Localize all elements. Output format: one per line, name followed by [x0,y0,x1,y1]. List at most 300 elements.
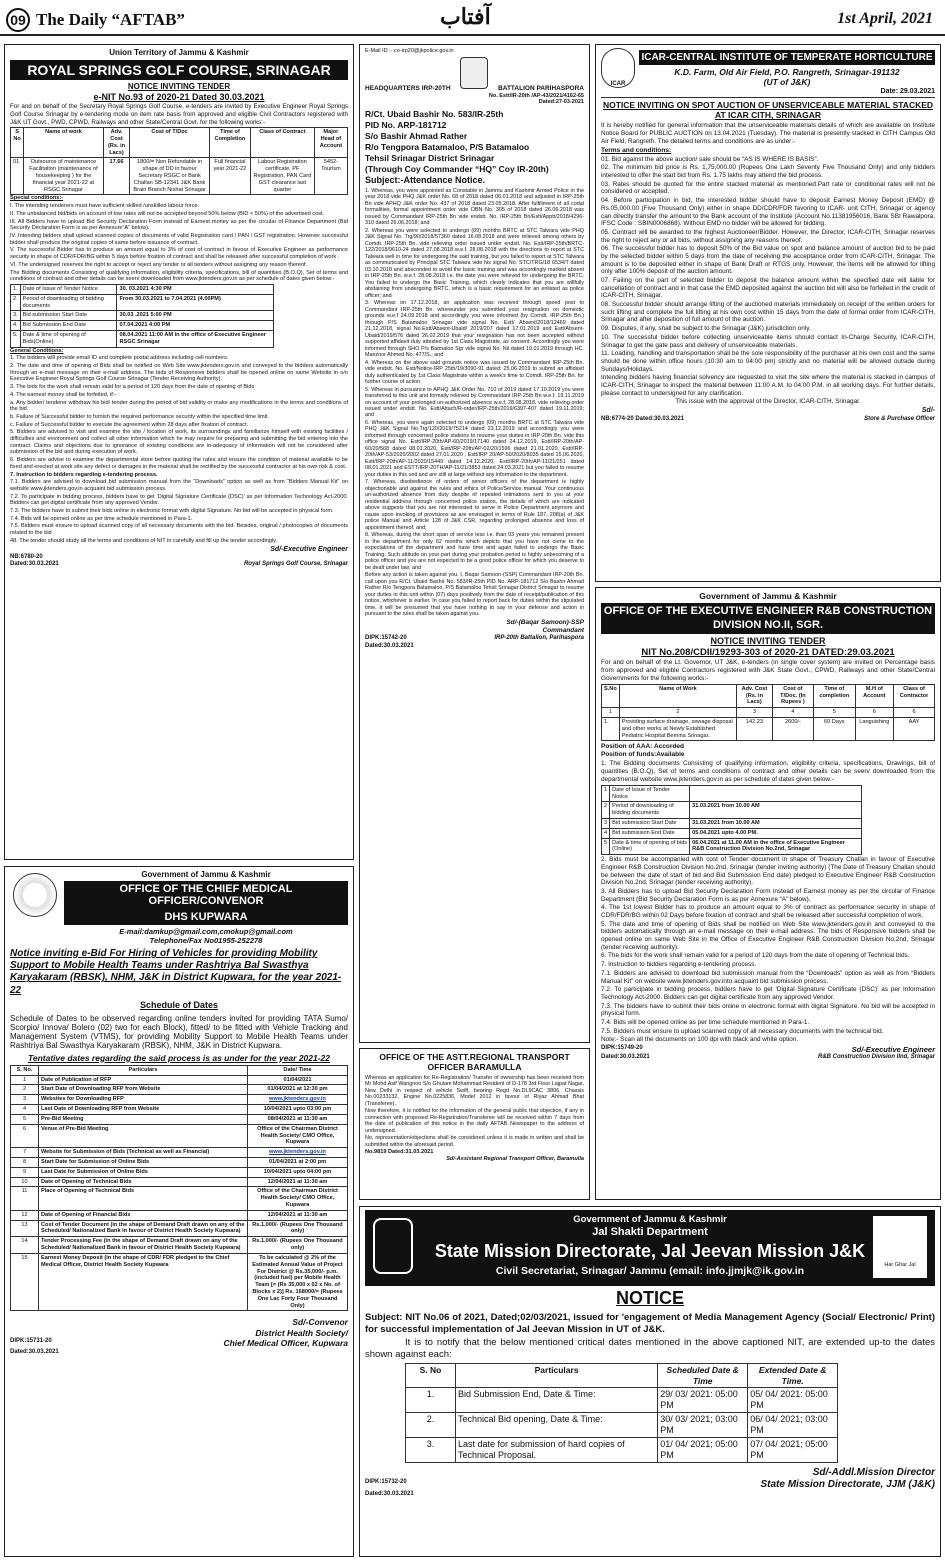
table-cell: Rs.1,000/- (Rupees One Thousand only) [248,1237,348,1254]
rb-dates-table [601,785,862,856]
rb-works-table [601,684,935,742]
issue-date: 1st April, 2021 [837,10,933,27]
table-row [11,321,274,331]
jjm-sig-2: State Mission Directorate, JJM (J&K) [760,1479,935,1491]
table-cell: Full financial year 2021-22 [209,158,250,195]
jjm-dated: Dated:30.03.2021 [365,1491,414,1498]
table-header: Scheduled Date & Time [658,1364,748,1388]
table-row [11,1237,348,1254]
irp-battalion: BATTALION PARIHASPORA [498,84,584,92]
list-item: I. The intending tenderers must have sufficient skilled /unskilled labour force. [10,203,200,210]
icar-auction-ad [595,44,941,582]
irp-email: E-Mail ID :- co-irp20@jkpolice.gov.in [365,48,454,54]
list-item: 10. The successful bidder before collecting unserviceable items should contact In-Charge Security, ICAR-CITH, Srinagar to get the gate pass and delivery of unserviceable materials. [601,333,935,349]
list-item: 03. Rates should be quoted for the entire stacked material as mentioned.Part rate or conditional rates will not be considered or accepted. [601,180,935,196]
golf-dated: Dated:30.03.2021 [10,561,59,568]
table-cell: Date of Opening of Financial Bids [39,1210,248,1220]
table-row [11,1075,348,1085]
list-item: 2. The date and time of opening of Bids shall be notified on Web Site www.jktenders.gov.in and conveyed to the bidders automatically through an e-mail message on their e-mail address. The bids of Responsive bidders shall be opened online on same Website in o/o Executive Engineer Royal Springs Golf Course Srinagar (Tender Receiving Authority). [10,363,348,383]
paragraph: 3. Whereas on 17.12.2018, an application was received through speed post to Commandant IRP-25th Bn. whereunder you submitted your resignation on domestic grounds w.e.f 24.09.2018 and accordingly you were informed (by Comdt. IRP-25th Bn.) through P/S Batamaloo Srinagar vide signal No. Estt/ Absent/2018/12469 dated 21.12.2018, signal No.Estt/Absent-Ubaid/ 2019/207 dated 17.01.2019 and Estt/Absent-Ubaid/2019/576 dated 26.02.2019 that your resignation has not been accepted without supported affidavit duly attested by 1st Class Magistrate, as consent. Accordingly you were informed through SHO P/s Batmaloo Sgr vide signal No. Nil dated 19.01.2019 through HC. Manzoor Ahmed No. 477/S.; and [365,300,584,359]
paragraph: 4. Whereas on the above said grounds notice was issued by Commandant IRP-25th Bn. vide endstt. No. Estt/Notice-IRP 25th/19/3090-91 dated: 25.06.2019 to submit an affidavit duly authenticated by 1st Class Magistrate within a week's time to Comdt. IRP-25th Bn. for further course of action. [365,359,584,386]
table-cell: Office of the Chairman District Health Society/ CMO Office, Kupwara [248,1124,348,1147]
table-header: S. No [406,1364,456,1388]
list-item: 02. The minimum bid price is Rs. 1,75,000.00 (Rupees One Lakh Seventy Five Thousand Only) and only bidders interested to offer the start bid from Rs. 1.75 lakhs may attend the bid process. [601,164,935,180]
table-cell: 10 [11,1177,39,1187]
jjm-logo-text: Har Ghar Jal [884,1262,916,1268]
table-cell: 4 [11,1105,39,1115]
table-cell [690,785,861,802]
table-cell: 60 Days [814,717,856,740]
rb-intro: For and on behalf of the Lt. Governor, UT J&K, e-tenders (in single cover system) are invited on Percentage basis from approved and eligible Contractors registered with J&K State Govt., CPWD, Railways and other State/Central Governments for the following works:- [601,659,935,682]
paragraph: 7. Instruction to bidders regarding e-tendering process. [601,961,757,969]
table-cell: Office of the Chairman District Health Society/ CMO Office, Kupwara [248,1187,348,1210]
table-cell: Cost of Tender Document (in the shape of Demand Draft drawn on any of the Scheduled/ Nationalized Bank in favour of District Health Society Kupwara) [39,1220,248,1237]
table-cell: Rs.1,000/- (Rupees One Thousand only) [248,1220,348,1237]
irp-subject: Subject:-Attendance Notice. [365,175,486,186]
table-cell: 2. [11,294,21,311]
jjm-body: It is to notify that the below mentioned critical dates mentioned in the above captioned NIT, are extended up-to the dates shown against each: [365,1336,935,1360]
cmo-title-2: DHS KUPWARA [64,909,348,925]
table-cell: 4. [11,321,21,331]
golf-bidding-docs: The Bidding documents Consisting of qualifying information, eligibility criteria, specifications, bill of quantities (B.O.Q), Set of terms and conditions of contract and other details can be seen/ downloaded from www.jktenders.gov.in as per schedule of dates given below:- [10,269,348,283]
table-row [11,330,274,347]
table-row [602,717,935,740]
table-row [11,1085,348,1095]
table-cell: 5452-Tourism [314,158,347,195]
table-cell: Bid submission Start Date [610,818,690,828]
irp-dated: Dated:27-03-2021 [538,99,584,106]
cmo-govt: Government of Jammu & Kashmir [141,870,271,879]
jjm-address: Civil Secretariat, Srinagar/ Jammu (email: info.jjmjk@ik.gov.in [495,1264,805,1277]
jjm-footer-2 [365,1491,935,1498]
table-row [11,294,274,311]
list-item: 7. Instruction to bidders regarding e-tendering process. [10,471,158,478]
golf-signature-2: Royal Springs Golf Course, Srinagar [243,561,348,568]
table-cell: Date of Issue of Tender Notice [20,284,117,294]
paragraph: 6. Whereas, you were again selected to undergo (09) months BRTC at STC Talwara vide PHQ J&K Signal No.Trg/120/2019/75214 dated 23.12.2019 and accordingly you were informed through concerned police stations to resume your duties in IRP-20th Bn. vide this office signal No. Estt/IRP-20th/AP-60/2019/17140 dated 24.12.2019, Estt/IRP-20th/AP-60/20/568 dated 08.01.2020, Estt/IRP-20th/AP-02/20/1596 dated 21.01.2020, Estt/IRP-20th/AP-53/2020/2002 dated 27.01.2020 , Estt/IRP 20/AP-50/2020/8035 dated 15.06.2020, Estt/IRP-20th/AP-11/2020/15449 dated 14.12.2020, Estt/IRP-20th/AP-11/21/251 dated 08.01.2021 and ESTT/IRP-20TH/AP-11/21/3853 dated 24.03.2021 but you failed to resume your duties in this unit and are still at large without any information to the department. [365,419,584,478]
table-row [602,802,862,819]
table-cell: 2 [11,1085,39,1095]
table-header: Time of Completion [209,128,250,158]
list-item: c. Failure of Successful bidder to execute the agreement within 28 days after fixation of contract. [10,421,249,428]
table-header: Name of Work [619,684,736,707]
table-header: Name of work [24,128,103,158]
jal-jeevan-mission-notice [359,1206,941,1557]
golf-works-table [10,127,348,195]
addressee-line: PID No. ARP-181712 [365,120,447,131]
icar-heading: NOTICE INVITING ON SPOT AUCTION OF UNSERVICEABLE MATERIAL STACKED AT ICAR CITH, SRINAGAR [602,99,934,120]
icar-ref: NB:6774-20 Dated:30.03.2021 [601,415,685,422]
table-row [11,1157,348,1167]
paragraph: 7.2. To participate in bidding process, bidders have to get ‘Digital Signature Certificate (DSC)’ as per Information Technology Act-2000. Bidders can get digital certificate from any approved Vendor. [601,986,935,1001]
list-item: V. The successful Bidder has to produce an amount equal to 3% of cost of contract in favour of Executive Engineer as performance security in shape of CDR/FDR/BG within 5 days before fixation of contract and shall be released after successful completion of work . [10,247,348,261]
golf-nit: e-NIT No.93 of 2020-21 Dated 30.03.2021 [93,91,265,102]
jjm-govt: Government of Jammu & Kashmir [573,1214,727,1225]
table-cell: 5. [11,330,21,347]
list-item: 09. Disputes, if any, shall be subject to the Srinagar (J&K) jurisdiction only. [601,325,811,333]
table-cell: 08.04.2021 11:00 AM in the office of Executive Engineer RSGC Srinagar [117,330,273,347]
table-header: Particulars [39,1065,248,1075]
table-cell: 5 [11,1114,39,1124]
table-row [11,1105,348,1115]
table-cell: 30/ 03/ 2021; 03:00 PM [658,1413,748,1438]
golf-course-tender-ad [4,44,354,860]
golf-signature-1: Sd/-Executive Engineer [270,545,348,553]
list-item: 7.5. Bidders must ensure to upload scanned copy of all necessary documents with the bid. Besides, original / photocopies of documents related to the bid . [10,523,348,537]
icar-signature: Store & Purchase Officer [864,415,935,422]
jjm-notice-heading: NOTICE [615,1288,684,1308]
irp-paragraphs [365,188,584,617]
table-cell: 06/ 04/ 2021; 03:00 PM [748,1413,838,1438]
irp-ref-no: DIPK:15742-20 [365,635,407,642]
table-cell: Website for Submission of Bids (Technical as well as Financial) [39,1148,248,1158]
table-header: Time of completion [814,684,856,707]
table-cell: 9 [11,1167,39,1177]
table-cell: 06.04.2021 at 11.00 AM in the office of Executive Engineer R&B Construction Division No.2nd, Srinagar [690,838,861,855]
table-row [602,818,862,828]
table-cell: Last date for submission of hard copies of Technical Proposal. [456,1438,658,1463]
table-cell: 3. [11,311,21,321]
golf-ref-no: NB:6780-20 [10,554,43,561]
table-cell: Last Date for Submission of Online Bids [39,1167,248,1177]
irp-hq: HEADQUARTERS IRP-20TH [365,84,451,92]
paragraph: Now therefore, it is notified for the information of the general public that objection, if any in connection with proposed Re-Registration/Transferee will be received within 7 days from the date of publication of this notice in the daily AFTAB Newspaper to the address of undersigned. [365,1108,584,1134]
jjm-ref: DIPK:15732-20 [365,1479,407,1486]
table-header: S. No. [11,1065,39,1075]
table-cell: From 30.03.2021 to 7.04.2021 (4.00PM) [117,294,273,311]
table-cell: 30.03 .2021 5:00 PM [117,311,273,321]
paragraph: No, representation/objections shall be considered unless it is made in written and shall be submitted within the aforesaid period. [365,1135,584,1148]
list-item: II. The unbalanced bid/bids on account of low rates will not be accepted beyond 50% below (BID < 50%) of the advertised cost. [10,210,325,217]
table-cell: 12/04/2021 at 11:30 am [248,1177,348,1187]
page-header [0,0,945,36]
paragraph: 5. The date and time of opening of Bids shall be notified on Web Site www.jktenders.gov.in and conveyed to the bidders automatically through an e-mail message on their e-mail address. The bids of Responsive bidders shall be opened online on same Web Site in the Office of Executive Engineer R&B Construction Division No.2nd, Srinagar (tender receiving authority). [601,920,935,951]
paragraph: 6. The bids for the work shall remain valid for a period of 120 days from the date of opening of Technical bids. [601,952,910,960]
icar-ut: (UT of J&K) [763,77,811,88]
table-cell: 2 [619,708,736,718]
table-cell: Languishing [855,717,894,740]
table-cell: Start Date of Downloading RFP from Website [39,1085,248,1095]
table-cell: 5 [814,708,856,718]
table-cell: Providing surface drainage, sewage disposal and other works at Newly Established Pediatric Hospital Bemina Srinagar. [619,717,736,740]
icar-intro: It is hereby notified for general information that the unserviceable materials details of which are available on Institute Notice Board for PUBLIC AUCTION on 13.04.2021 (Tuesday). The material is presently stacked in CITH Campus Old Air Field, Rangreth. The detailed terms and conditions are as under:- [601,122,935,145]
addressee-line: R/o Tengpora Batamaloo, P/S Batamaloo [365,142,530,153]
paragraph: Whereas an application for Re-Registration/ Transfer of ownership has been received from Mr Mohd Asif Wangnoo S/o Ghulam Mohammad Resident of D-178 3rd Floor Lajpat Nagar, New Delhi in respect of vehicle Swift, bearing Regd No.DL9CAC 3806, Chassis No.00233132, Engine No.0225836, Model 2012 in favour of Riyaz Ahmad Bhat (Transferee). [365,1074,584,1107]
golf-title: ROYAL SPRINGS GOLF COURSE, SRINAGAR [10,60,348,80]
list-item: 08. Successful bidder should arrange lifting of the auctioned materials immediately on receipt of the written orders for such lifting and complete the full lifting at his own cost within 15 days from the date of formal order from ICAR-CITH, Srinagar and after deposition of full amount of the auction. [601,301,935,324]
table-cell: 1. [406,1388,456,1413]
table-header: Class of Contractor [894,684,935,707]
golf-footer-2 [10,561,348,568]
paragraph: Before any action is taken against you. I, Baqar Samoon-(SSP) Commandant IRP-20th Bn. call upon you R/Ct. Ubaid Bashir No. 583/IR-25th PID No. ARP-181712 S/o Bashir Ahmad Rather R/o Tengpora Batamaloo, P/S Batamaloo Tehsil Srinagar District Srinagar to resume your duties in this unit within (07) days positively from the date of receipt/publication of this notice, whichever is earlier. In case you failed to report back for duties within the stipulated time, it will be presumed that you have nothing to say in your defense and action in pursuant to the rules shall be taken against you. [365,572,584,617]
table-cell: 2600/- [772,717,813,740]
jjm-footer [365,1479,935,1491]
rb-aaa: Position of AAA: Accorded [601,743,684,751]
paragraph: 5. Whereas in pursuance to APHQ J&K Order No. 710 of 2019 dated 17.10.2019 you were transferred to this unit and formally relieved by Commandant IRP-25th Bn w.e.f. 19.11.2019 on account of your prolonged un-authorized absence w.e.f. 28.08.2018, vide relieving order issued under endstt. No. Estt/Attach/R-order/IRP-25th/2019/6397-407 dated 19.11.2019; and [365,386,584,419]
table-cell: 13 [11,1220,39,1237]
table-cell: Place of Opening of Technical Bids [39,1187,248,1210]
cmo-title-1: OFFICE OF THE CHIEF MEDICAL OFFICER/CONVENOR [64,881,348,909]
table-cell: 142.23 [737,717,773,740]
table-row [406,1438,838,1463]
cmo-footer [10,1338,348,1348]
paragraph: 8. Whereas, during the short span of service less i.e. than 03 years you remained present in the department for only 62 months which depicts that you have not come to the expectations of the department and have time and again failed to undergo the Basic Training. Such attitude on your part during your probation period is highly unbecoming of a police officer and you are not expected to be a good police officer for which you deserve to be dealt under law; and [365,532,584,571]
table-header: Cost of T/Doc. (In Rupees ) [772,684,813,707]
paragraph: 7.4. Bids will be opened online as per time schedule mentioned in Para-1. [601,1018,810,1026]
table-cell: 8 [11,1157,39,1167]
irp-addressee [365,109,584,187]
paragraph: 7. Whereas, disobedience of orders of senior officers of the department is highly objectionable and against the rules and ethics of Police/Service manual. Your continuous un-authorized absence from duty despite of repeated intimations sent to you at your residential address through concerned police station, the details of which are indicated above suggests that you are not interested to serve in Police Department anymore and cause upon invoking of provisions as are envisaged in terms of Rule 187, 208(a) of J&K police Manual and Article 128 of J&K CSR, regarding prolonged absence and loss of appointment thereof, and; [365,479,584,531]
paragraph: 4. The 1st lowest Bidder has to produce an amount equal to 3% of contract as performance security in shape of CDR/FDR/BG within 02 Days before fixation of contract and shall be released after successful completion of work. [601,904,935,919]
rb-para-1: 1. The Bidding documents Consisting of qualifying information, eligibility criteria, specifications, Drawings, bill of quantities (B.O.Q), Set of terms and conditions of contract and other details can be seen/ downloaded from the departmental website www.jktenders.gov.in as per schedule of dates given below:- [601,760,935,783]
irp-ref: No. Estt/IR-20th /AP-43/2021/4162-65 [488,92,584,99]
table-cell: 01/04/2021 at 2:00 pm [248,1157,348,1167]
list-item: 05. Contract will be awarded to the highest Auctioneer/Bidder. However, the Director, ICAR-CITH, Srinagar reserves the right to reject any or all bids, without assigning any reasons thereof. [601,228,935,244]
list-item: 7.2. To participate in bidding process, bidders have to get ‘Digital Signature Certificate (DSC)’ as per Information Technology Act-2000. Bidders can get digital certificate from any approved Vendor. [10,493,348,507]
tenders-link[interactable]: www.jktenders.gov.in [248,1148,348,1158]
list-item: 5. Bidders are advised to visit and examine the site / location of work, its surroundings and familiarize himself with existing facilities / difficulties and environment and collect all other information which he may require for preparing and submitting the bid entering into the contract. Claims and objections due to ignorance of existing conditions are in-adequacy of information will not be considered after submission of the bid and during execution of work. [10,429,348,456]
paragraph: 2. Whereas you were selected to undergo (09) months BRTC at STC Talwara vide PHQ J&K Signal No. Trg/90/2018/57360 dated 16.08.2018 and were relieved among others by Comdt. IRP-25th Bn. vide relieving order issued under endstt. No. Estt/IRP-25th/BRTC-122/2018/9610-24 dated 27.08.2018 w.e.f. 28.08.2018 with the directions to report at STC Talwara well in time for undergoing the said training, but you failed to report at STC Talwara as communicated by Principal STC Talwara vide his signal No. STC/TRG/18 6534/T dated 03.10.2018 and absconded to avoid the basic training and was accordingly marked absent in IRP-25th Bn. w.e.f. 28.08.2018 i.e. the date you were relieved for undergoing the BRTC. You failed to undergo the Basic Training, which clearly indicates that you are willfully abstaining from undergoing BRTC, which is a basic requirement for an enlisted as police officer; and [365,227,584,299]
table-row [11,1220,348,1237]
cmo-ref-no: DIPK:15731-20 [10,1338,52,1345]
list-item: 6. Bidders are advise to examine the departmental store before quoting the rates and ensure the condition of material available to be fixed and erected at work site any defect or damages in the material shall be rectified by the successful contractor at his own risk & cost. [10,457,348,470]
cmo-body: Schedule of Dates to be observed regarding online tenders invited for providing TATA Sumo/ Scorpio/ Innova/ Bolero (02) two for each Block), fitted/ to be fitted with Vehicle Tracking and Management System (VTMS), for providing Mobility Support to Mobile Health Teams under Rashtriya Bal Swasthya Karyakaram (RBSK), NHM, J&K in District Kupwara. [10,1013,348,1051]
cmo-kupwara-ad [4,866,354,1557]
table-row [406,1413,838,1438]
addressee-line: R/Ct. Ubaid Bashir No. 583/IR-25th [365,109,504,120]
table-header: Extended Date & Time. [748,1364,838,1388]
table-cell: 1 [11,1075,39,1085]
rb-sig-2: R&B Construction Division IInd, Srinagar [817,1054,935,1061]
table-cell: 01/ 04/ 2021; 05:00 PM [658,1438,748,1463]
table-cell: 3 [602,818,610,828]
rb-subheading: NOTICE INVITING TENDER [710,635,826,646]
icar-terms-heading: Terms and conditions: [601,146,672,154]
table-cell: 08/04/2021 at 11:30 am [248,1114,348,1124]
table-header: Adv. Cost (Rs. in Lacs) [737,684,773,707]
table-cell: 6 [894,708,935,718]
special-conditions-heading: Special conditions:- [10,195,64,202]
paragraph: 7.1. Bidders are advised to download bid submission manual from the “Downloads” option as well as from “Bidders Manual Kit” on website www.jktenders.gov.into acquaint bid submission process. [601,969,935,985]
cmo-dated: Dated:30.03.2021 [10,1348,59,1355]
table-row [11,1253,348,1311]
golf-footer [10,554,348,561]
rto-body [365,1075,584,1148]
table-cell: 3 [11,1095,39,1105]
irp-sig-1: Sd/-(Baqar Samoon)-SSP [506,619,584,627]
cmo-headline: Notice inviting e-Bid For Hiring of Vehicles for providing Mobility Support to Mobile Health Teams under Rashtriya Bal Swasthya Karyakaram (RBSK), NHM, J&K in District Kupwara, for the year 2021-22 [10,948,342,996]
table-cell: 17.66 [103,158,130,195]
golf-subheading: NOTICE INVITING TENDER [127,81,231,91]
rb-ref: DIPK:15749-20 [601,1045,643,1051]
table-row [11,1167,348,1177]
paragraph: 3. All Bidders has to upload Bid Security Declaration Form instead of Earnest money as per the circular of Finance Department (Bid Security Declaration Form is as per Annexure “A” below). [601,887,935,903]
table-cell: 1 [602,708,620,718]
table-cell: Date of Opening of Technical Bids [39,1177,248,1187]
table-cell: 11 [11,1187,39,1210]
table-cell: 30. 03.2021 4:30 PM [117,284,273,294]
rto-baramulla-notice [359,1048,590,1200]
table-cell: 01 [11,158,24,195]
govt-emblem-icon [373,1218,413,1274]
rb-govt: Government of Jammu & Kashmir [699,591,837,601]
table-cell: 1800/= Non Refundable in shape of DD in favour Secretary RSGC or Bank Challan SB-12341 J&K Bank Brain Branch Nishat Srinagar [130,158,210,195]
table-row [11,1114,348,1124]
nhm-logo-icon [13,873,57,917]
table-header: S.No [602,684,620,707]
table-cell: Websites for Downloading RFP [39,1095,248,1105]
table-header: S No [11,128,24,158]
rto-signature: Sd/-Assistant Regional Transport Officer, Baramulla [446,1155,584,1162]
irp-footer-2 [365,643,584,650]
table-header: Cost of T/Doc [130,128,210,158]
irp-sig-2: Commandant [542,627,584,635]
table-cell: 1 [602,785,610,802]
table-row [406,1388,838,1413]
table-cell: Earnest Money Deposit (in the shape of CDR/ FDR pledged to the Chief Medical Officer, District Health Society Kupwara [39,1253,248,1311]
paragraph: 2. Bids must be accompanied with cost of Tender document in shape of Treasury Challan in favour of Executive Engineer R&B Construction Division No.2nd, Srinagar (tender inviting authority) (The Date of Treasury Challan should be between the date of start of bid and Bid Submission End date) pledged to Executive Engineer R&B Construction Division No.2nd, Srinagar (tender receiving authority). [601,856,935,887]
list-item: 04. Before participation in bid, the interested bidder should have to deposit Earnest Money Deposit (EMD) @ Rs.05,000.00 (Five Thousand Only) either in shape DD/CDR/FDR favoring to ICAR- unit CITH, Srinagar or agency can directly transfer the amount to the Bank account of the Institute (Account No.11381956016, Bank SBI Rawalpora, IFSC Code : SBIN0006868). Without EMD no bidder will be allowed for bidding. [601,197,935,228]
table-row [11,1124,348,1147]
table-cell: 07.04.2021 4:00 PM [117,321,273,331]
table-cell: 01/04/2021 at 12:30 pm [248,1085,348,1095]
urdu-masthead: آفتاب [440,4,491,30]
table-cell: To be calculated @ 2% of the Estimated Annual Value of Project For District @ Rs.35,000/- p.m. (included fuel) per Mobile Health Team [= (Rs 35,000 x 02 x No. of Blocks x 2)] Rs. 168000/= (Rupees One Lac Forty Four Thousand Only) [248,1253,348,1311]
irp-sig-3: IRP-20th Battalion, Parihaspora [494,635,584,642]
rto-ref: No.9819 Dated:31.03.2021 [365,1149,434,1156]
table-cell: 1. [11,284,21,294]
cmo-tentative: Tentative dates regarding the said process is as under for the year 2021-22 [27,1052,331,1063]
table-cell: Start Date for Submission of Online Bids [39,1157,248,1167]
jjm-banner [365,1210,935,1286]
jjm-sig-1: Sd/-Addl.Mission Director [812,1466,935,1478]
rb-footer [601,1045,935,1054]
table-cell: 3 [737,708,773,718]
table-row [11,1210,348,1220]
list-item: 48. The tender should study all the terms and conditions of NIT in carefully and fill up the tender accordingly. [10,537,278,544]
list-item: 4. The earnest money shall be forfeited, if:- [10,391,117,398]
icar-terms-list [601,156,935,398]
table-row [11,284,274,294]
table-cell: 14 [11,1237,39,1254]
list-item: IV. Intending bidders shall upload scanned copies of documents of valid Registration card / PAN / GST registration. However successful bidder shall produce the original copies of same before issuance of contract. [10,232,348,246]
ut-heading: Union Territory of Jammu & Kashmir [109,48,249,57]
table-row [11,311,274,321]
irp-footer-dated: Dated:30.03.2021 [365,642,414,649]
table-cell: Last Date of Downloading RFP from Website [39,1105,248,1115]
table-cell: 5 [602,838,610,855]
list-item: b. Failure of Successful bidder to furnish the required performance security within the specified time limit. [10,413,269,420]
table-cell: 2 [602,802,610,819]
cmo-telephone: Telephone/Fax No01955-252278 [149,935,263,945]
icar-sd: Sd/- [921,407,935,415]
rb-footer-2 [601,1054,935,1061]
cmo-sig-1: Sd/-Convenor [292,1317,348,1328]
paragraph: Note:- Scan all the documents on 100 dpi with black and white option. [601,1036,799,1044]
cmo-sig-3: Chief Medical Officer, Kupwara [223,1338,348,1349]
table-cell: 07/ 04/ 2021; 05:00 PM [748,1438,838,1463]
page-number: 09 [6,8,30,32]
table-cell: Outsource of maintenance Facilitation (maintenance of housekeeping ) for the financial year 2021-22 at RSGC Srinagar [24,158,103,195]
table-cell: 10/04/2021 upto 04:00 pm [248,1167,348,1177]
golf-dates-table [10,284,274,348]
list-item: 11. Loading, handling and transportation shall be the sole responsibility of the purchaser at his own cost and the same should be done within office hours (10:30 am to 04:00 pm) strictly and no material will be allowed outside during Sundays/Holidays. [601,350,935,373]
table-header: Class of Contract [250,128,314,158]
table-cell: Technical Bid opening, Date & Time: [456,1413,658,1438]
icar-approval: This issue with the approval of the Director, ICAR-CITH, Srinagar. [675,398,861,406]
irp-attendance-notice [359,44,590,1043]
addressee-line: (Through Coy Commander “HQ” Coy IR-20th) [365,164,549,175]
table-cell: 12/04/2021 at 11:30 am [248,1210,348,1220]
table-cell: Date & time of opening of Bids(Online) [20,330,117,347]
rb-title: OFFICE OF THE EXECUTIVE ENGINEER R&B CONSTRUCTION DIVISION NO.II, SGR. [601,603,935,633]
table-cell: Date of Issue of Tender Notice [610,785,690,802]
table-cell: Labour Registration certificate, PF Registration, PAN Card GST clearance last quarter [250,158,314,195]
icar-address: K.D. Farm, Old Air Field, P.O. Rangreth, Srinagar-191132 [674,67,900,77]
table-cell: Venue of Pre-Bid Meeting [39,1124,248,1147]
golf-intro: For and on behalf of the Secretary Royal Springs Golf Course, e-tenders are invited by Executive Engineer Royal Springs Golf Course Srinagar by e-tendering mode on item rate basis from approved and eligible Civil Contractors registered with J&K UT Govt., PWD, CPWD, Railways and other State/Central Govt. for the following works:- [10,103,348,126]
table-row [602,828,862,838]
icar-footer [601,416,935,423]
list-item: VI. The undersigned reserves the right to accept or reject any tender or all tenders without assigning any reason thereof. [10,261,308,268]
cmo-dates-table [10,1065,348,1312]
rb-nit: NIT No.208/CDII/19293-303 of 2020-21 DATED:29.03.2021 [641,646,895,658]
list-item: 1. The bidders will provide email ID and complete postal address including cell numbers. [10,355,229,362]
table-cell: AAY [894,717,935,740]
list-item: Intending bidders having financial solvency are requested to visit the site where the material is stacked in campus of ICAR-CITH, Srinagar to inspect the material between 11:00 A.M. to 04:00 P.M. in all working days. For further details, please contact to undersigned for any clarification. [601,374,935,397]
table-header: M.H of Account [855,684,894,707]
table-cell: Tender Processing Fee (in the shape of Demand Draft drawn on any of the Scheduled/ Nationalized Bank in favour of District Health Society Kupwara) [39,1237,248,1254]
cmo-sig-2: District Health Society/ [255,1327,348,1338]
table-header: Particulars [456,1364,658,1388]
rb-paragraphs [601,856,935,1044]
list-item: 7.1. Bidders are advised to download bid submission manual from the “Downloads” option as well as from “Bidders Manual Kit” on website www.jktenders.gov.in acquaint bid submission process. [10,479,348,492]
jjm-subject: Subject: NIT No.06 of 2021, Dated;02/03/2021, issued for 'engagement of Media Management Agency (Social/ Electronic/ Print) for successful implementation of Jal Jeevan Mission in UT of J&K. [365,1311,935,1335]
jjm-title: State Mission Directorate, Jal Jeevan Mission J&K [434,1240,866,1261]
list-item: a. Any bidder/ tenderer withdraw his bid/ tender during the period of bid validity or make any modifications in the terms and conditions of the bid. [10,399,348,413]
jjm-logo-icon [873,1216,927,1278]
table-cell: Bid Submission End, Date & Time: [456,1388,658,1413]
jjm-dept: Jal Shakti Department [592,1225,708,1238]
table-row [11,1148,348,1158]
icar-date: Date: 29.03.2021 [601,88,935,98]
table-row [602,785,862,802]
table-header: Date/ Time [248,1065,348,1075]
icar-logo-icon [601,48,635,88]
table-cell: 31.03.2021 from 10.00 AM [690,802,861,819]
table-cell: Bid submission Start Date [20,311,117,321]
table-cell: Bid Submission End Date [20,321,117,331]
table-cell: 3. [406,1438,456,1463]
table-cell: Date of Publication of RFP [39,1075,248,1085]
table-row [602,708,935,718]
table-cell: Period of downloading of bidding documents [610,802,690,819]
list-item: 01. Bid against the above auction/ sale should be “AS IS WHERE IS BASIS”. [601,155,819,163]
table-cell: 31.03.2021 from 10.00 AM [690,818,861,828]
table-cell: 05.04.2021 upto 4.00 PM. [690,828,861,838]
rb-funds: Position of funds:Available [601,751,685,759]
rb-sig-1: Sd/-Executive Engineer [851,1045,935,1054]
table-cell: 05/ 04/ 2021: 05:00 PM [748,1388,838,1413]
irp-footer [365,635,584,642]
table-cell: 12 [11,1210,39,1220]
rto-title: OFFICE OF THE ASTT.REGIONAL TRANSPORT OFFICER BARAMULLA [379,1052,570,1073]
tenders-link[interactable]: www.jktenders.gov.in [248,1095,348,1105]
list-item: 06. The successful bidder has to deposit 50% of the Bid value on spot and balance amount of auction bid to be paid by the selected bidder within 5 days from the date of receiving the acceptance order from ICAR-CITH, Srinagar. The amount is to be deposited either in shape of Bank Draft or RTGS only. However, the items will be allowed for lifting only after 100% deposit of the auction amount. [601,245,935,276]
jjm-dates-table [405,1363,838,1463]
table-cell: 29/ 03/ 2021: 05:00 PM [658,1388,748,1413]
table-cell: Period of downloading of bidding documents [20,294,117,311]
